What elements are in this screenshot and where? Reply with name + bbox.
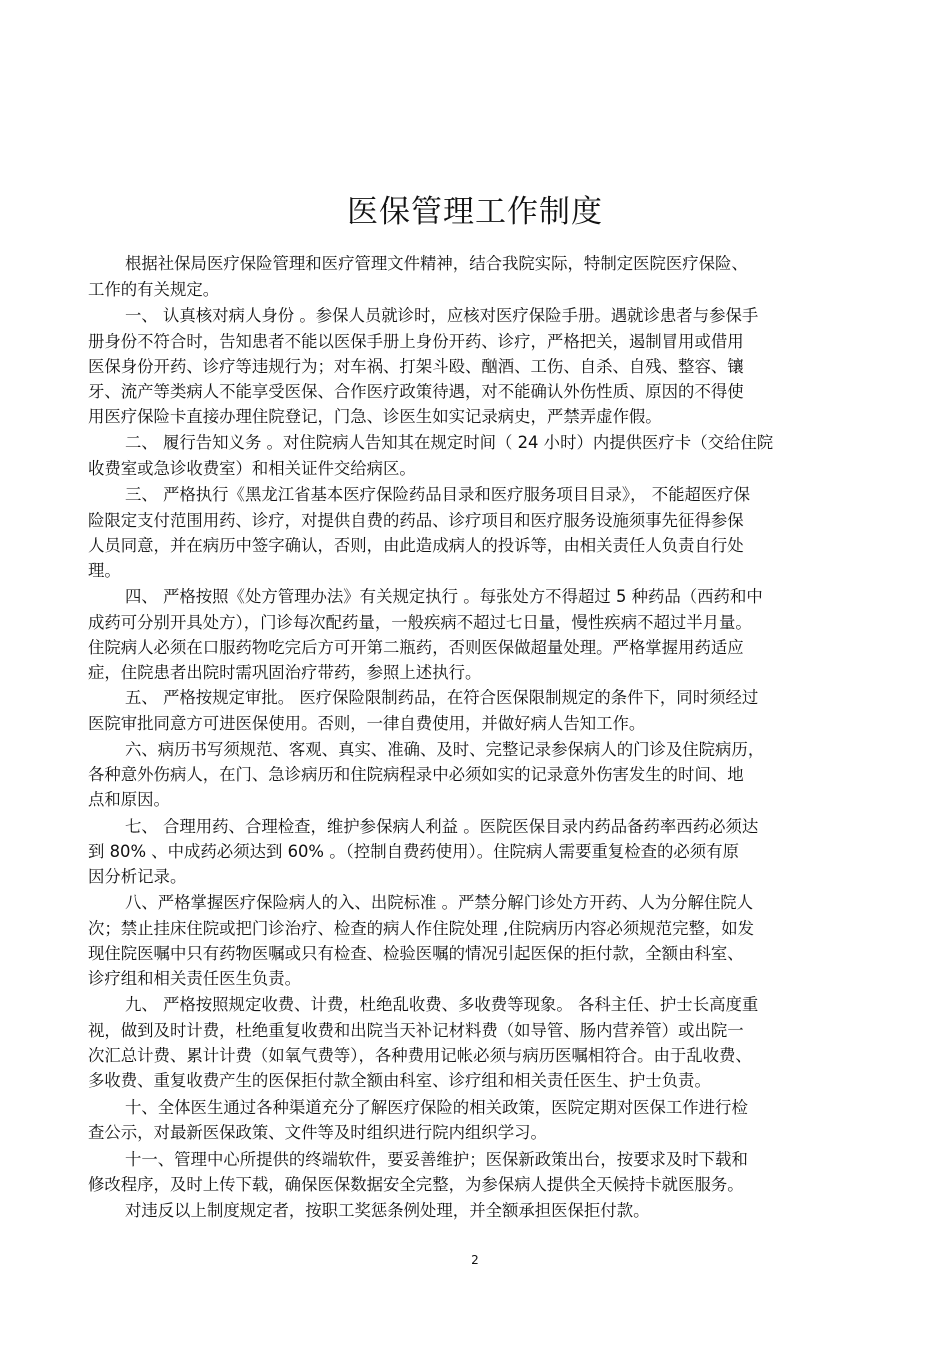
text-line: 次汇总计费、累计计费（如氧气费等），各种费用记帐必须与病历医嘱相符合。由于乱收费、 <box>88 1046 752 1065</box>
text-line: 医院审批同意方可进医保使用。否则，一律自费使用，并做好病人告知工作。 <box>88 714 646 733</box>
text-line: 次；禁止挂床住院或把门诊治疗、检查的病人作住院处理 ,住院病历内容必须规范完整，如发 <box>88 919 755 938</box>
text-line: 对违反以上制度规定者，按职工奖惩条例处理，并全额承担医保拒付款。 <box>125 1201 650 1220</box>
text-line: 牙、流产等类病人不能享受医保、合作医疗政策待遇，对不能确认外伤性质、原因的不得使 <box>88 382 744 401</box>
text-line: 七、 合理用药、合理检查，维护参保病人利益 。医院医保目录内药品备药率西药必须达 <box>125 817 759 836</box>
text-line: 册身份不符合时，告知患者不能以医保手册上身份开药、诊疗，严格把关，遏制冒用或借用 <box>88 332 744 351</box>
text-line: 住院病人必须在口服药物吃完后方可开第二瓶药，否则医保做超量处理。严格掌握用药适应 <box>88 638 744 657</box>
text-line: 十一、管理中心所提供的终端软件，要妥善维护；医保新政策出台，按要求及时下载和 <box>125 1150 748 1169</box>
text-line: 六、病历书写须规范、客观、真实、准确、及时、完整记录参保病人的门诊及住院病历， <box>125 740 765 759</box>
text-line: 根据社保局医疗保险管理和医疗管理文件精神，结合我院实际，特制定医院医疗保险、 <box>125 254 748 273</box>
text-line: 症，住院患者出院时需巩固治疗带药，参照上述执行。 <box>88 663 482 682</box>
text-line: 四、 严格按照《处方管理办法》有关规定执行 。每张处方不得超过 5 种药品（西药和中 <box>125 587 763 606</box>
text-line: 一、 认真核对病人身份 。参保人员就诊时，应核对医疗保险手册。遇就诊患者与参保手 <box>125 306 759 325</box>
text-line: 二、 履行告知义务 。对住院病人告知其在规定时间（ 24 小时）内提供医疗卡（交给住院 <box>125 433 774 452</box>
text-line: 十、全体医生通过各种渠道充分了解医疗保险的相关政策，医院定期对医保工作进行检 <box>125 1098 748 1117</box>
text-line: 各种意外伤病人，在门、急诊病历和住院病程录中必须如实的记录意外伤害发生的时间、地 <box>88 765 744 784</box>
text-line: 理。 <box>88 561 121 580</box>
document-title: 医保管理工作制度 <box>347 194 603 230</box>
text-line: 收费室或急诊收费室）和相关证件交给病区。 <box>88 459 416 478</box>
text-line: 现住院医嘱中只有药物医嘱或只有检查、检验医嘱的情况引起医保的拒付款，全额由科室、 <box>88 944 744 963</box>
text-line: 医保身份开药、诊疗等违规行为；对车祸、打架斗殴、酗酒、工伤、自杀、自残、整容、镶 <box>88 357 744 376</box>
text-line: 三、 严格执行《黑龙江省基本医疗保险药品目录和医疗服务项目目录》， 不能超医疗保 <box>125 485 751 504</box>
text-line: 人员同意，并在病历中签字确认，否则，由此造成病人的投诉等，由相关责任人负责自行处 <box>88 536 744 555</box>
text-line: 八、严格掌握医疗保险病人的入、出院标准 。严禁分解门诊处方开药、人为分解住院人 <box>125 893 754 912</box>
page-number: 2 <box>471 1253 479 1267</box>
text-line: 点和原因。 <box>88 790 170 809</box>
text-line: 因分析记录。 <box>88 867 187 886</box>
text-line: 诊疗组和相关责任医生负责。 <box>88 969 302 988</box>
text-line: 九、 严格按照规定收费、计费，杜绝乱收费、多收费等现象。 各科主任、护士长高度重 <box>125 995 759 1014</box>
text-line: 视，做到及时计费，杜绝重复收费和出院当天补记材料费（如导管、肠内营养管）或出院一 <box>88 1021 744 1040</box>
text-line: 到 80% 、中成药必须达到 60% 。（控制自费药使用）。住院病人需要重复检查的必须有原 <box>88 842 739 861</box>
text-line: 用医疗保险卡直接办理住院登记，门急、诊医生如实记录病史，严禁弄虚作假。 <box>88 407 662 426</box>
text-line: 多收费、重复收费产生的医保拒付款全额由科室、诊疗组和相关责任医生、护士负责。 <box>88 1071 711 1090</box>
text-line: 五、 严格按规定审批。 医疗保险限制药品，在符合医保限制规定的条件下，同时须经过 <box>125 688 759 707</box>
text-line: 成药可分别开具处方），门诊每次配药量，一般疾病不超过七日量，慢性疾病不超过半月量。 <box>88 613 752 632</box>
text-line: 工作的有关规定。 <box>88 280 220 299</box>
text-line: 修改程序，及时上传下载，确保医保数据安全完整，为参保病人提供全天候持卡就医服务。 <box>88 1175 744 1194</box>
text-line: 险限定支付范围用药、诊疗，对提供自费的药品、诊疗项目和医疗服务设施须事先征得参保 <box>88 511 744 530</box>
text-line: 查公示，对最新医保政策、文件等及时组织进行院内组织学习。 <box>88 1123 547 1142</box>
